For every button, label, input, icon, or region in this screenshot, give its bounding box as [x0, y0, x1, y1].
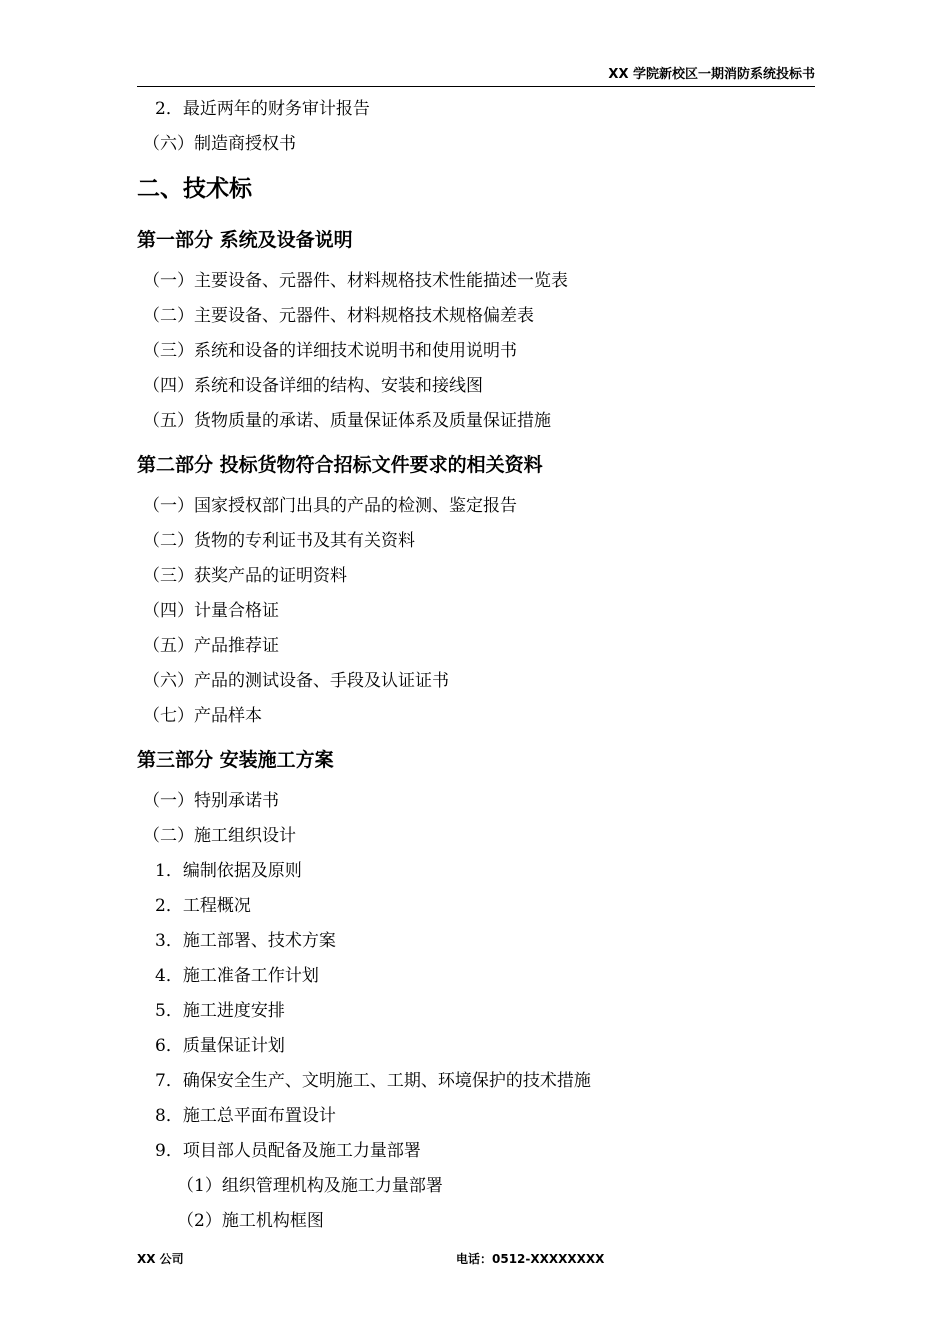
document-body [137, 92, 827, 1239]
part3-title: 第三部分 安装施工方案 [137, 749, 334, 771]
numbered-item: 1．编制依据及原则 [155, 861, 302, 881]
footer-phone: 电话：0512-XXXXXXXX [456, 1252, 605, 1266]
page-footer [137, 1248, 827, 1270]
list-item: （六）产品的测试设备、手段及认证证书 [143, 671, 449, 691]
numbered-item: 8．施工总平面布置设计 [155, 1106, 336, 1126]
sub-item: （1）组织管理机构及施工力量部署 [177, 1176, 443, 1196]
list-item: （四）系统和设备详细的结构、安装和接线图 [143, 376, 483, 396]
page-header [137, 64, 815, 87]
list-item: （五）货物质量的承诺、质量保证体系及质量保证措施 [143, 411, 551, 431]
list-item: （二）施工组织设计 [143, 826, 296, 846]
list-item: （一）特别承诺书 [143, 791, 279, 811]
part2-title: 第二部分 投标货物符合招标文件要求的相关资料 [137, 454, 543, 476]
intro-item: （六）制造商授权书 [143, 134, 296, 154]
list-item: （二）货物的专利证书及其有关资料 [143, 531, 415, 551]
numbered-item: 3．施工部署、技术方案 [155, 931, 336, 951]
numbered-item: 4．施工准备工作计划 [155, 966, 319, 986]
header-title: XX 学院新校区一期消防系统投标书 [608, 67, 815, 82]
list-item: （二）主要设备、元器件、材料规格技术规格偏差表 [143, 306, 534, 326]
part1-title: 第一部分 系统及设备说明 [137, 229, 353, 251]
sub-item: （2）施工机构框图 [177, 1211, 324, 1231]
numbered-item: 2．工程概况 [155, 896, 251, 916]
intro-item: 2．最近两年的财务审计报告 [155, 99, 370, 119]
list-item: （七）产品样本 [143, 706, 262, 726]
numbered-item: 6．质量保证计划 [155, 1036, 285, 1056]
list-item: （一）国家授权部门出具的产品的检测、鉴定报告 [143, 496, 517, 516]
section-title: 二、技术标 [137, 176, 252, 202]
numbered-item: 9．项目部人员配备及施工力量部署 [155, 1141, 421, 1161]
numbered-item: 7．确保安全生产、文明施工、工期、环境保护的技术措施 [155, 1071, 591, 1091]
list-item: （五）产品推荐证 [143, 636, 279, 656]
list-item: （四）计量合格证 [143, 601, 279, 621]
footer-company: XX 公司 [137, 1252, 184, 1266]
list-item: （三）获奖产品的证明资料 [143, 566, 347, 586]
list-item: （三）系统和设备的详细技术说明书和使用说明书 [143, 341, 517, 361]
list-item: （一）主要设备、元器件、材料规格技术性能描述一览表 [143, 271, 568, 291]
numbered-item: 5．施工进度安排 [155, 1001, 285, 1021]
